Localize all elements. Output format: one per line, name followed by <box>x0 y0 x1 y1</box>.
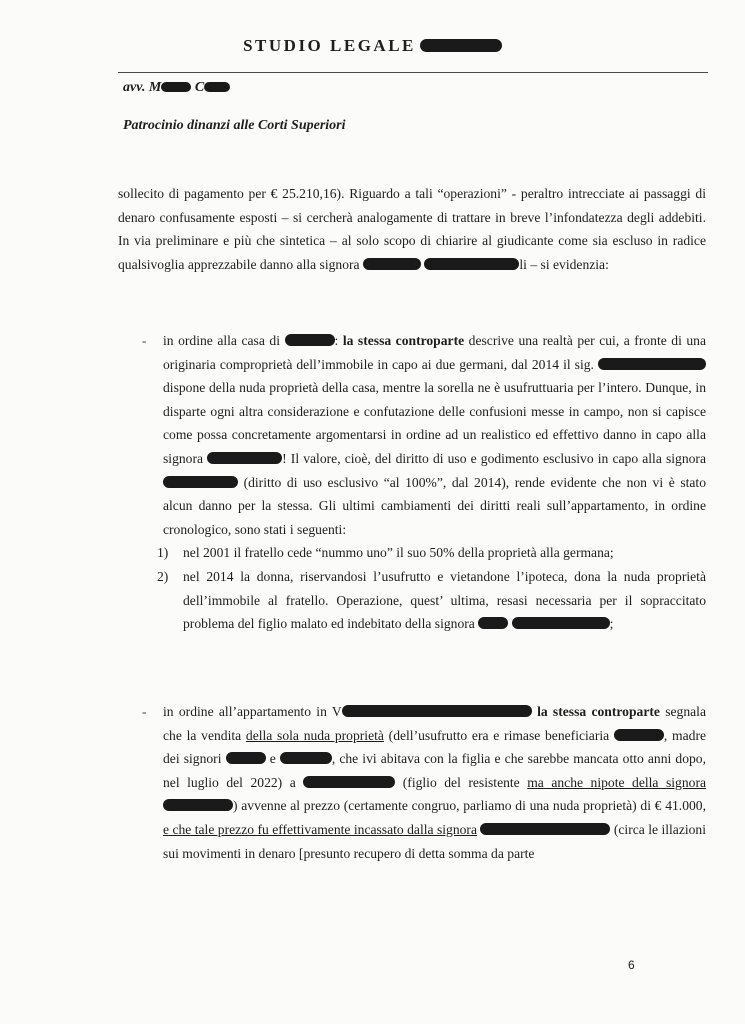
bullet-text: (dell’usufrutto era e rimase beneficiaria <box>383 727 610 743</box>
bullet-text: : <box>334 333 343 348</box>
underlined-phrase: della sola nuda proprietà <box>245 727 384 743</box>
redaction-mark <box>285 334 335 346</box>
list-text: nel 2014 la donna, riservandosi l’usufrutto e vietandone l’ipoteca, dona la nuda proprietà dell’immobile al fratello. Operazione, quest’ ultima, resasi necessaria per il sopraccitato problema del figlio malato ed indebitato della signora <box>183 568 706 632</box>
bullet-apartment <box>163 700 706 865</box>
list-number: 1) <box>157 545 169 561</box>
lawyer-name <box>123 80 230 96</box>
bullet-text: segnala che la vendita <box>163 704 706 743</box>
redaction-mark <box>161 82 191 92</box>
lawyer-mid: C <box>191 80 205 95</box>
bullet-text: (diritto di uso esclusivo “al 100%”, dal 2014), rende evidente che non vi è stato alcun danno per la stessa. Gli ultimi cambiamenti dei diritti reali sull’appartamento, in ordine cronologico, sono stati i seguenti: <box>163 474 706 537</box>
bullet-text: ) avvenne al prezzo (certamente congruo, parliamo di una nuda proprietà) di € 41.000, <box>233 798 706 814</box>
bold-phrase: la stessa controparte <box>537 704 660 719</box>
bullet-text: dispone della nuda proprietà della casa, mentre la sorella ne è usufruttuaria per l’intero. Dunque, in disparte ogni altra considerazione e confutazione delle confusioni messe in campo, non si capisce come possa concretamente argomentarsi in ordine ad un realistico ed effettivo danno in capo alla signora <box>163 380 706 466</box>
redaction-mark <box>614 729 664 741</box>
redaction-mark <box>207 452 282 464</box>
numbered-list <box>157 541 706 635</box>
bullet-text: , madre dei signori <box>163 727 707 767</box>
header-rule <box>118 72 708 73</box>
page-number: 6 <box>628 958 635 972</box>
bullet-dash: - <box>142 333 147 348</box>
bullet-text: in ordine alla casa di <box>163 333 280 348</box>
underlined-phrase: ma anche nipote della signora <box>527 774 706 790</box>
letterhead <box>0 36 745 56</box>
redaction-mark <box>280 752 332 764</box>
subtitle: Patrocinio dinanzi alle Corti Superiori <box>123 118 346 133</box>
list-text: nel 2001 il fratello cede “nummo uno” il suo 50% della proprietà alla germana; <box>183 545 614 561</box>
redaction-mark <box>512 617 610 629</box>
bullet-text: e <box>265 751 276 767</box>
redaction-mark <box>204 82 230 92</box>
firm-name: STUDIO LEGALE <box>243 36 416 55</box>
redaction-mark <box>163 476 238 488</box>
paragraph-text: sollecito di pagamento per € 25.210,16). Riguardo a tali “operazioni” - peraltro intrecciate ai passaggi di denaro confusamente esposti – si cercherà analogamente di trattare in breve l’infondatezza degli addebiti. In via preliminare e più che sintetica – al solo scopo di chiarire al giudicante come sia escluso in radice qualsivoglia apprezzabile danno alla signora <box>118 186 706 272</box>
bullet-text: (figlio del resistente <box>395 774 528 790</box>
bullet-text: , che ivi abitava con la figlia e che sarebbe mancata otto anni dopo, nel luglio del 2022) a <box>163 751 706 790</box>
redaction-mark <box>163 799 233 811</box>
bullet-text: ! Il valore, cioè, del diritto di uso e godimento esclusivo in capo alla signora <box>282 450 706 466</box>
redaction-mark <box>363 258 421 270</box>
redaction-mark <box>420 39 502 52</box>
paragraph-intro <box>118 182 706 276</box>
redaction-mark <box>226 752 266 764</box>
redaction-mark <box>424 258 519 270</box>
bullet-dash: - <box>142 704 147 719</box>
bullet-house <box>157 329 706 636</box>
bullet-text: (circa le illazioni sui movimenti in denaro [presunto recupero di detta somma da parte <box>163 821 707 861</box>
list-number: 2) <box>157 568 169 584</box>
redaction-mark <box>478 617 508 629</box>
redaction-mark <box>303 776 395 788</box>
redaction-mark <box>342 705 532 717</box>
list-text: ; <box>609 616 614 632</box>
list-item <box>157 541 706 565</box>
lawyer-prefix: avv. M <box>123 80 162 95</box>
paragraph-text: li – si evidenzia: <box>519 256 609 272</box>
underlined-phrase: e che tale prezzo fu effettivamente incassato dalla signora <box>163 821 477 837</box>
redaction-mark <box>598 358 706 370</box>
bold-phrase: la stessa controparte <box>342 333 465 348</box>
list-item <box>157 565 706 636</box>
redaction-mark <box>480 823 610 835</box>
bullet-text: descrive una realtà per cui, a fronte di una originaria comproprietà dell’immobile in capo ai due germani, dal 2014 il sig. <box>163 333 706 372</box>
bullet-text: in ordine all’appartamento in V <box>163 704 342 719</box>
